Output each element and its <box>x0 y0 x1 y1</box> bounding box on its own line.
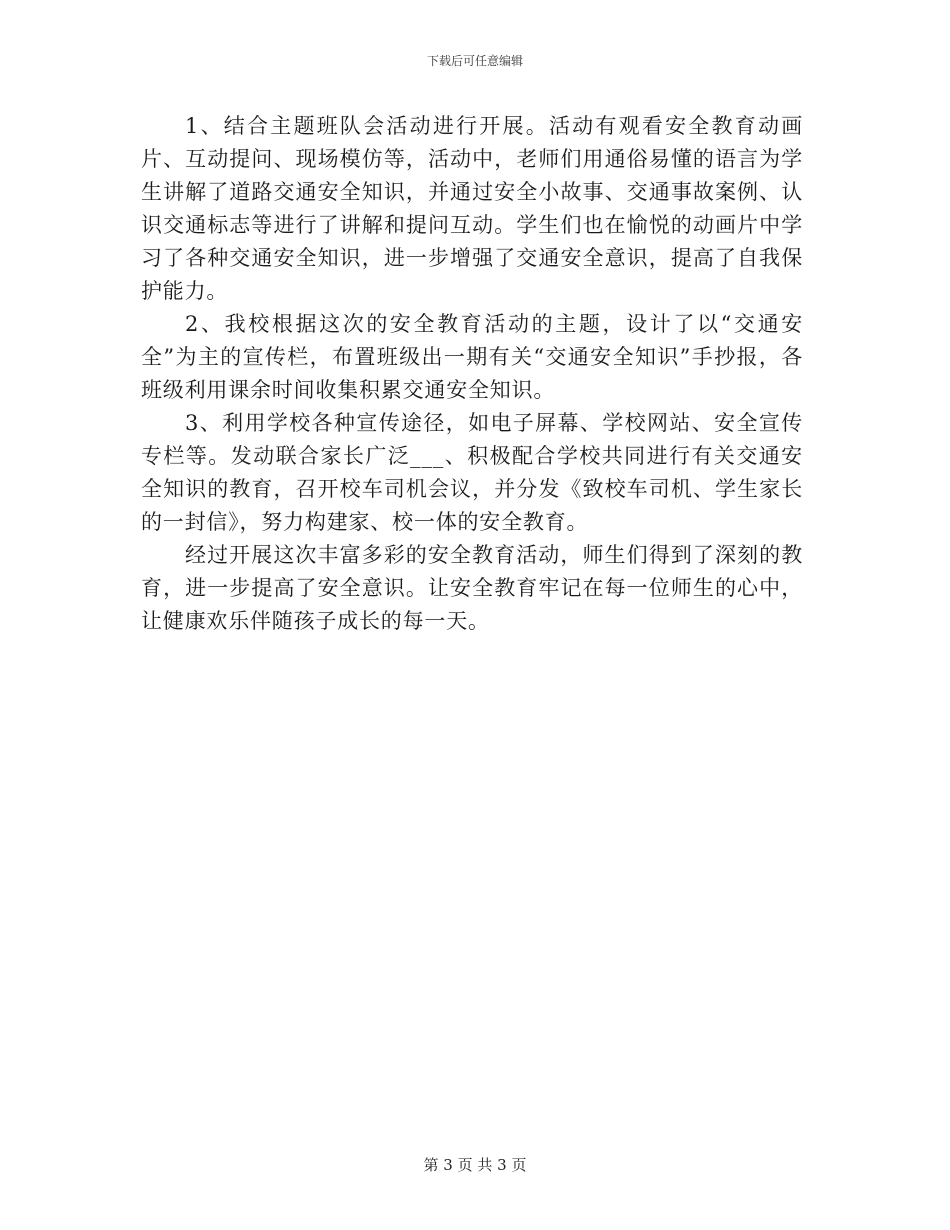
paragraph-1: 1、结合主题班队会活动进行开展。活动有观看安全教育动画片、互动提问、现场模仿等，活动中，老师们用通俗易懂的语言为学生讲解了道路交通安全知识，并通过安全小故事、交通事故案例、认识交通标志等进行了讲解和提问互动。学生们也在愉悦的动画片中学习了各种交通安全知识，进一步增强了交通安全意识，提高了自我保护能力。 <box>141 114 803 303</box>
paragraph-4: 经过开展这次丰富多彩的安全教育活动，师生们得到了深刻的教育，进一步提高了安全意识。让安全教育牢记在每一位师生的心中，让健康欢乐伴随孩子成长的每一天。 <box>141 543 803 633</box>
document-body <box>141 110 803 638</box>
header-note: 下载后可任意编辑 <box>426 54 523 68</box>
page-number: 第 3 页 共 3 页 <box>423 1156 527 1174</box>
paragraph-3: 3、利用学校各种宣传途径，如电子屏幕、学校网站、安全宣传专栏等。发动联合家长广泛___、积极配合学校共同进行有关交通安全知识的教育，召开校车司机会议，并分发《致校车司机、学生家长的一封信》，努力构建家、校一体的安全教育。 <box>141 411 803 534</box>
paragraph-2: 2、我校根据这次的安全教育活动的主题，设计了以“交通安全”为主的宣传栏，布置班级出一期有关“交通安全知识”手抄报，各班级利用课余时间收集积累交通安全知识。 <box>141 312 803 402</box>
